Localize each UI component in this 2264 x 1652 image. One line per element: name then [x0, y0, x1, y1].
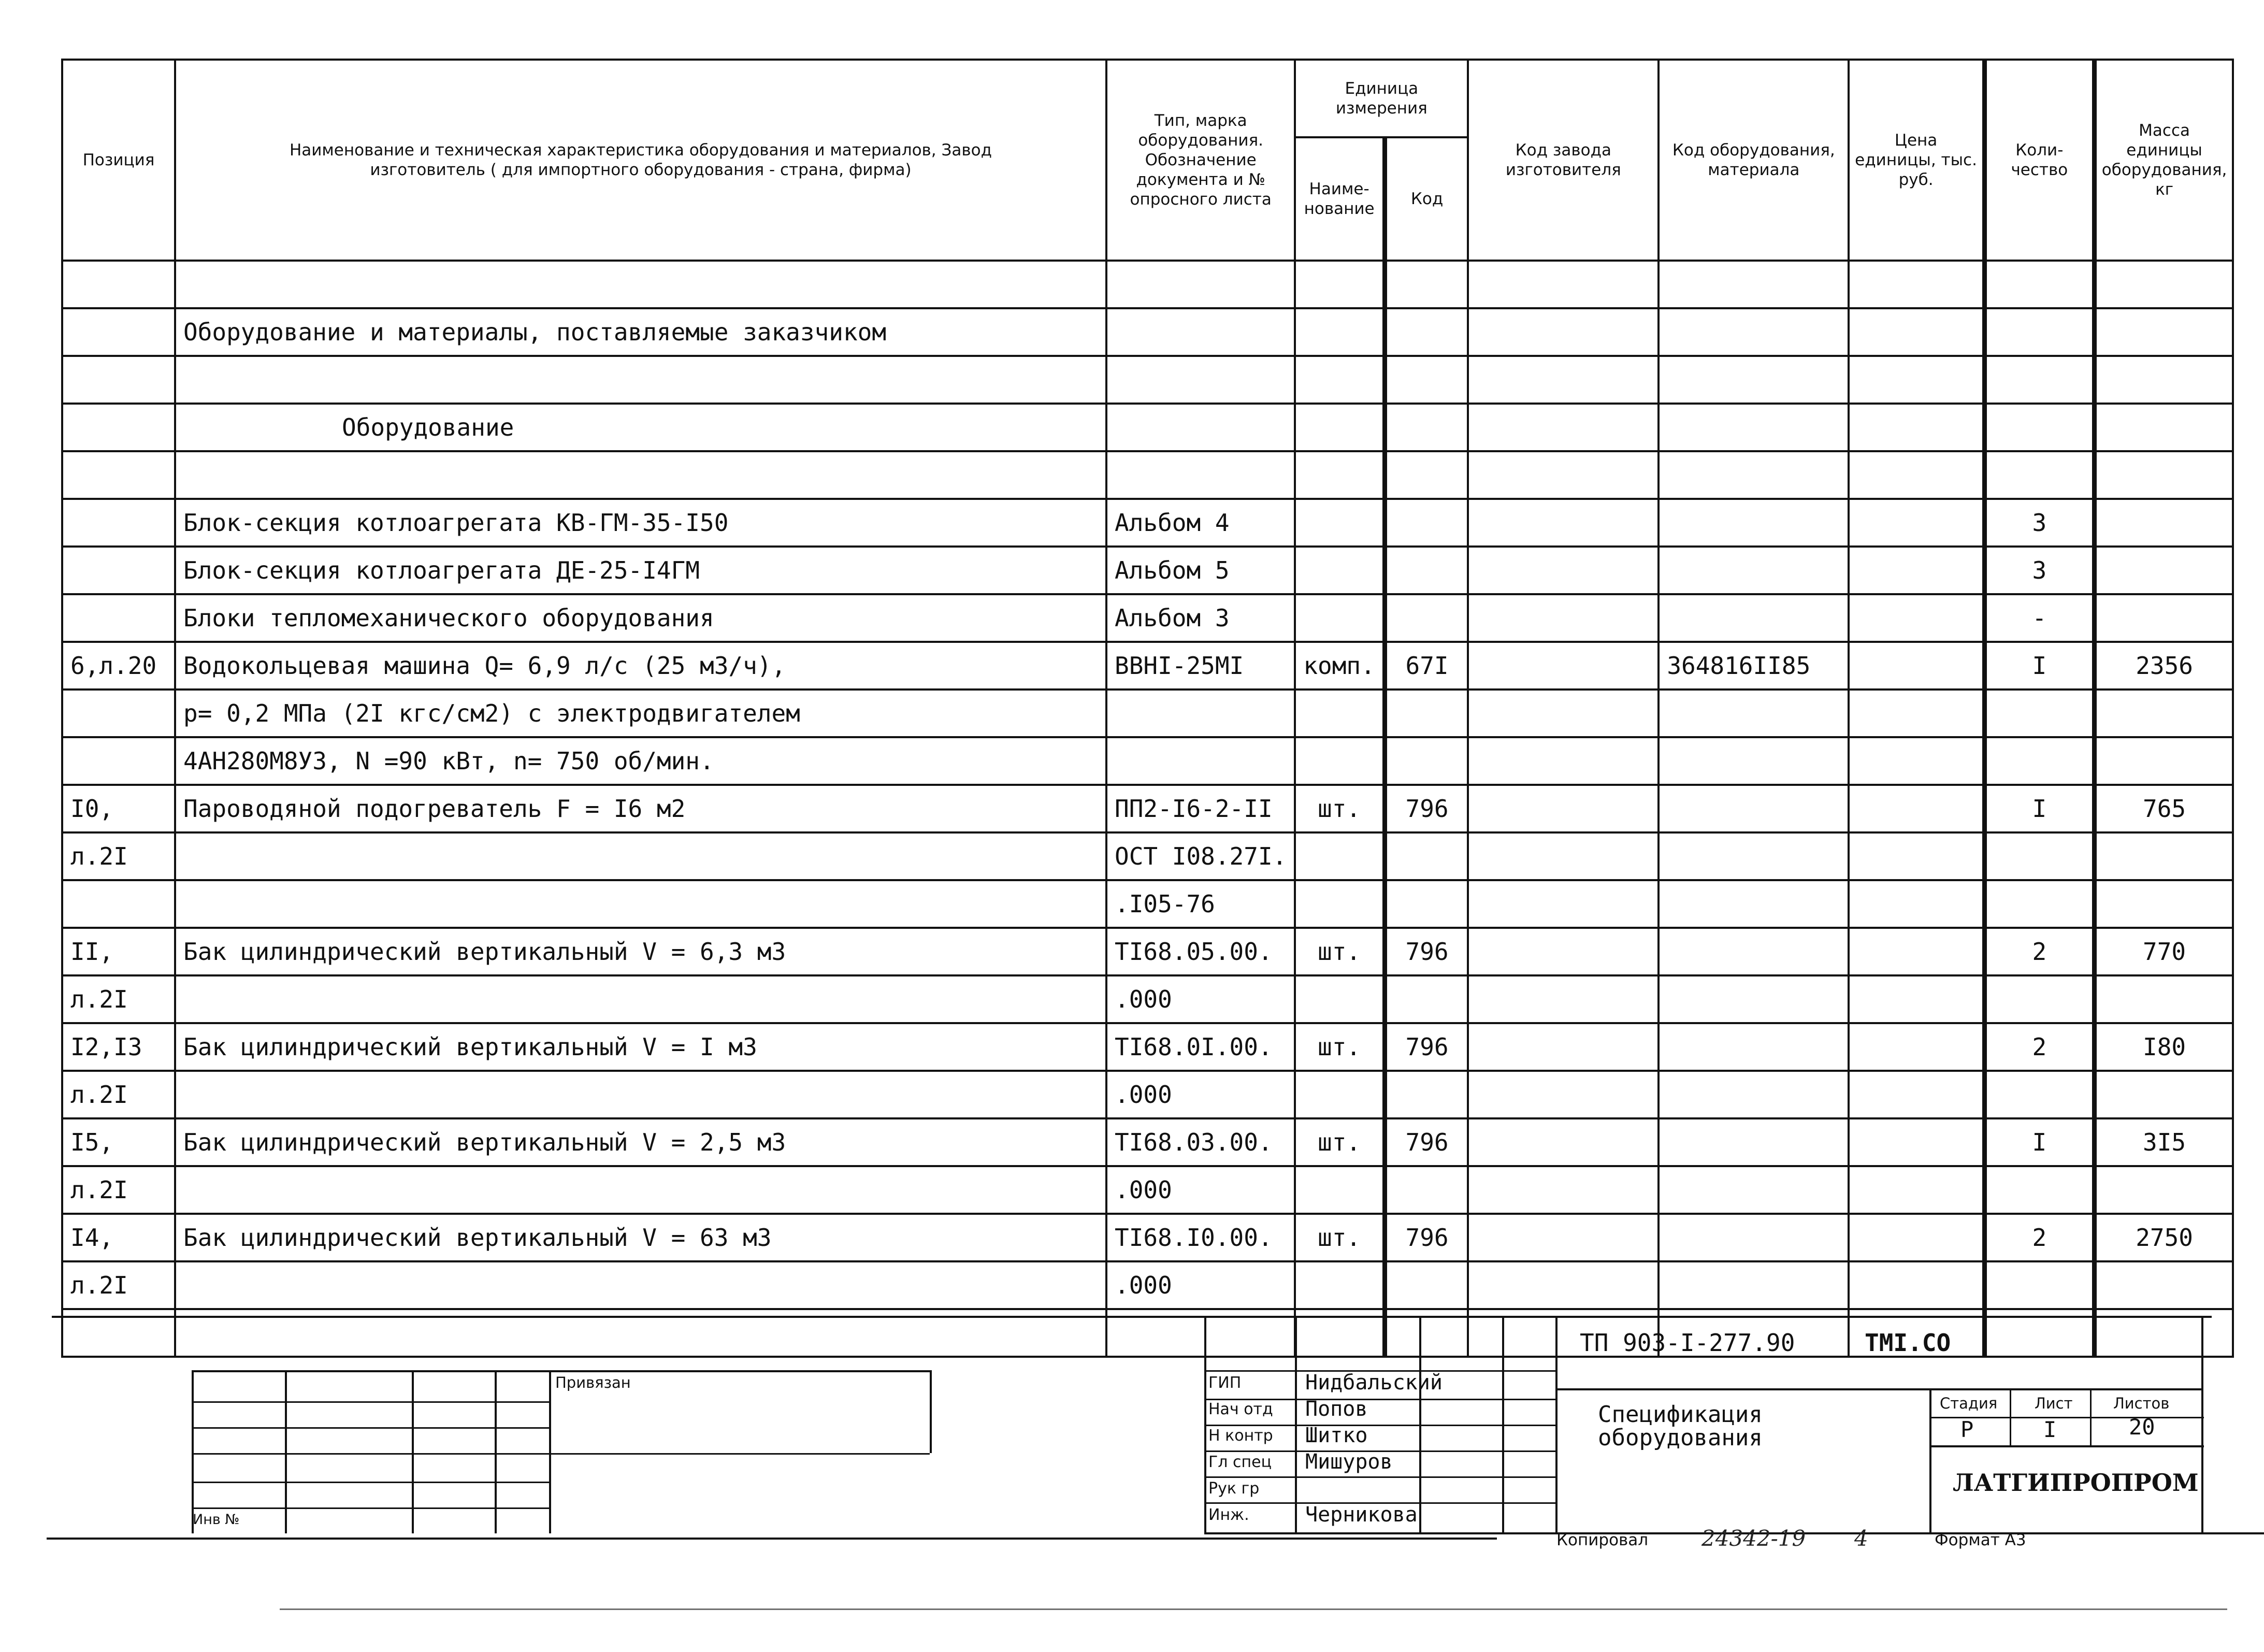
cell-name	[175, 356, 1106, 404]
cell-price	[1849, 785, 1984, 832]
cell-mass	[2094, 1071, 2233, 1118]
cell-mass	[2094, 1261, 2233, 1309]
cell-code	[1385, 1166, 1468, 1214]
cell-pos	[62, 404, 175, 451]
privyazan-label: Привязан	[555, 1374, 631, 1391]
cell-type: .000	[1106, 1071, 1295, 1118]
cell-qty: I	[1984, 642, 2094, 689]
table-row	[62, 404, 2233, 451]
table-row	[62, 547, 2233, 594]
cell-pos	[62, 880, 175, 928]
cell-code: 796	[1385, 785, 1468, 832]
cell-qty	[1984, 1261, 2094, 1309]
cell-name	[175, 1071, 1106, 1118]
cell-plant	[1468, 451, 1659, 499]
table-row	[62, 1214, 2233, 1261]
cell-type: .000	[1106, 975, 1295, 1023]
cell-type: ОСТ I08.27I.	[1106, 832, 1295, 880]
cell-code	[1385, 261, 1468, 308]
cell-price	[1849, 975, 1984, 1023]
cell-price	[1849, 451, 1984, 499]
cell-mass	[2094, 308, 2233, 356]
cell-price	[1849, 404, 1984, 451]
cell-qty	[1984, 880, 2094, 928]
cell-plant	[1468, 880, 1659, 928]
cell-unit	[1295, 356, 1385, 404]
signer-name: Нидбальский	[1305, 1371, 1443, 1395]
cell-unit: шт.	[1295, 1118, 1385, 1166]
table-row	[62, 737, 2233, 785]
cell-pos	[62, 594, 175, 642]
cell-code	[1385, 547, 1468, 594]
cell-price	[1849, 1166, 1984, 1214]
header-unit-name: Наиме-нование	[1295, 137, 1385, 261]
cell-name: р= 0,2 МПа (2I кгс/см2) с электродвигателем	[175, 689, 1106, 737]
cell-unit	[1295, 1166, 1385, 1214]
cell-pos	[62, 689, 175, 737]
cell-plant	[1468, 499, 1659, 547]
cell-pos	[62, 261, 175, 308]
cell-name: Блок-секция котлоагрегата ДЕ-25-I4ГМ	[175, 547, 1106, 594]
cell-unit	[1295, 832, 1385, 880]
cell-code: 796	[1385, 1214, 1468, 1261]
cell-unit	[1295, 451, 1385, 499]
cell-qty: 3	[1984, 499, 2094, 547]
doc-suffix: ТМI.СО	[1865, 1329, 1951, 1357]
sheets-label: Листов	[2113, 1395, 2170, 1412]
cell-mass	[2094, 737, 2233, 785]
cell-mass	[2094, 547, 2233, 594]
cell-equip	[1659, 547, 1849, 594]
cell-price	[1849, 1071, 1984, 1118]
header-mass: Масса единицы оборудования, кг	[2094, 60, 2233, 261]
cell-name	[175, 880, 1106, 928]
title-line-2: оборудования	[1598, 1425, 1763, 1451]
cell-qty	[1984, 832, 2094, 880]
cell-equip	[1659, 1023, 1849, 1071]
cell-price	[1849, 308, 1984, 356]
cell-type: .000	[1106, 1261, 1295, 1309]
cell-equip	[1659, 689, 1849, 737]
cell-mass	[2094, 594, 2233, 642]
role-label: Гл спец	[1208, 1453, 1272, 1471]
cell-qty	[1984, 1071, 2094, 1118]
signer-name: Черникова	[1305, 1503, 1418, 1527]
cell-mass: 765	[2094, 785, 2233, 832]
cell-equip	[1659, 451, 1849, 499]
cell-type	[1106, 689, 1295, 737]
cell-type: Альбом 5	[1106, 547, 1295, 594]
cell-code: 796	[1385, 1118, 1468, 1166]
cell-type	[1106, 737, 1295, 785]
cell-plant	[1468, 404, 1659, 451]
cell-plant	[1468, 1071, 1659, 1118]
copied-value: 24342-19	[1701, 1526, 1806, 1551]
cell-name: Бак цилиндрический вертикальный V = 63 м3	[175, 1214, 1106, 1261]
cell-price	[1849, 642, 1984, 689]
cell-code	[1385, 308, 1468, 356]
cell-equip	[1659, 308, 1849, 356]
cell-qty	[1984, 356, 2094, 404]
cell-plant	[1468, 1214, 1659, 1261]
table-row	[62, 1023, 2233, 1071]
cell-code: 67I	[1385, 642, 1468, 689]
cell-price	[1849, 1023, 1984, 1071]
bottom-rule	[280, 1608, 2227, 1610]
table-row	[62, 1071, 2233, 1118]
cell-unit	[1295, 737, 1385, 785]
header-plant-code: Код завода изготовителя	[1468, 60, 1659, 261]
cell-equip	[1659, 261, 1849, 308]
cell-unit	[1295, 689, 1385, 737]
cell-mass	[2094, 1166, 2233, 1214]
cell-name: Бак цилиндрический вертикальный V = I м3	[175, 1023, 1106, 1071]
cell-qty: -	[1984, 594, 2094, 642]
cell-qty	[1984, 261, 2094, 308]
cell-type: ТI68.I0.00.	[1106, 1214, 1295, 1261]
cell-type: .000	[1106, 1166, 1295, 1214]
stage-label: Стадия	[1940, 1395, 1998, 1412]
cell-qty	[1984, 451, 2094, 499]
cell-equip	[1659, 1118, 1849, 1166]
header-qty: Коли-чество	[1984, 60, 2094, 261]
doc-code: ТП 903-I-277.90	[1580, 1329, 1795, 1357]
cell-type: Альбом 4	[1106, 499, 1295, 547]
cell-pos: I2,I3	[62, 1023, 175, 1071]
cell-qty	[1984, 404, 2094, 451]
table-row	[62, 308, 2233, 356]
table-row	[62, 451, 2233, 499]
cell-plant	[1468, 785, 1659, 832]
cell-unit	[1295, 1261, 1385, 1309]
copied-number: 4	[1854, 1526, 1868, 1551]
cell-qty	[1984, 975, 2094, 1023]
signer-name: Мишуров	[1305, 1450, 1393, 1474]
cell-unit	[1295, 261, 1385, 308]
cell-qty	[1984, 308, 2094, 356]
cell-price	[1849, 356, 1984, 404]
cell-qty: I	[1984, 785, 2094, 832]
cell-mass	[2094, 689, 2233, 737]
cell-pos: л.2I	[62, 832, 175, 880]
cell-equip	[1659, 785, 1849, 832]
sheet-label: Лист	[2035, 1395, 2073, 1412]
cell-name: Пароводяной подогреватель F = I6 м2	[175, 785, 1106, 832]
cell-name	[175, 975, 1106, 1023]
cell-unit	[1295, 499, 1385, 547]
cell-unit	[1295, 1071, 1385, 1118]
cell-name: Оборудование	[175, 404, 1106, 451]
cell-code	[1385, 594, 1468, 642]
cell-equip	[1659, 1071, 1849, 1118]
cell-qty	[1984, 1166, 2094, 1214]
cell-mass	[2094, 451, 2233, 499]
cell-pos	[62, 308, 175, 356]
cell-pos: л.2I	[62, 1071, 175, 1118]
cell-type: ТI68.0I.00.	[1106, 1023, 1295, 1071]
cell-price	[1849, 1261, 1984, 1309]
inv-label: Инв №	[193, 1512, 240, 1528]
cell-code: 796	[1385, 1023, 1468, 1071]
cell-mass	[2094, 832, 2233, 880]
cell-type: .I05-76	[1106, 880, 1295, 928]
cell-equip	[1659, 1166, 1849, 1214]
header-unit-code: Код	[1385, 137, 1468, 261]
cell-name	[175, 261, 1106, 308]
cell-type	[1106, 261, 1295, 308]
cell-equip	[1659, 404, 1849, 451]
cell-price	[1849, 1118, 1984, 1166]
cell-unit	[1295, 308, 1385, 356]
sheets-value: 20	[2129, 1414, 2155, 1440]
cell-name	[175, 451, 1106, 499]
cell-equip	[1659, 975, 1849, 1023]
cell-equip	[1659, 737, 1849, 785]
cell-price	[1849, 832, 1984, 880]
cell-unit	[1295, 547, 1385, 594]
cell-pos	[62, 737, 175, 785]
cell-equip	[1659, 594, 1849, 642]
cell-plant	[1468, 308, 1659, 356]
cell-code	[1385, 689, 1468, 737]
cell-equip	[1659, 1261, 1849, 1309]
cell-code	[1385, 975, 1468, 1023]
cell-plant	[1468, 1023, 1659, 1071]
cell-mass: 2356	[2094, 642, 2233, 689]
cell-type: ТI68.03.00.	[1106, 1118, 1295, 1166]
table-row	[62, 499, 2233, 547]
cell-plant	[1468, 832, 1659, 880]
cell-plant	[1468, 356, 1659, 404]
cell-mass	[2094, 356, 2233, 404]
cell-code	[1385, 1071, 1468, 1118]
copied-label: Копировал	[1556, 1531, 1649, 1549]
table-row	[62, 975, 2233, 1023]
cell-name	[175, 832, 1106, 880]
table-row	[62, 356, 2233, 404]
cell-price	[1849, 261, 1984, 308]
header-equip-code: Код оборудования, материала	[1659, 60, 1849, 261]
table-row	[62, 785, 2233, 832]
cell-pos: II,	[62, 928, 175, 975]
cell-mass: 2750	[2094, 1214, 2233, 1261]
cell-qty: 3	[1984, 547, 2094, 594]
cell-code	[1385, 832, 1468, 880]
cell-code: 796	[1385, 928, 1468, 975]
cell-plant	[1468, 1166, 1659, 1214]
role-label: Рук гр	[1208, 1479, 1260, 1498]
cell-name: Блоки тепломеханического оборудования	[175, 594, 1106, 642]
cell-code	[1385, 737, 1468, 785]
cell-name: Бак цилиндрический вертикальный V = 6,3 м3	[175, 928, 1106, 975]
cell-plant	[1468, 594, 1659, 642]
cell-code	[1385, 356, 1468, 404]
cell-code	[1385, 880, 1468, 928]
cell-price	[1849, 547, 1984, 594]
cell-equip: 364816II85	[1659, 642, 1849, 689]
cell-pos: I0,	[62, 785, 175, 832]
cell-price	[1849, 880, 1984, 928]
cell-unit: шт.	[1295, 1023, 1385, 1071]
header-type: Тип, марка оборудования. Обозначение документа и № опросного листа	[1106, 60, 1295, 261]
signer-name: Шитко	[1305, 1424, 1368, 1447]
cell-mass	[2094, 880, 2233, 928]
header-name: Наименование и техническая характеристика оборудования и материалов, Завод изготовитель ( для импортного оборудования - страна, фирма)	[175, 60, 1106, 261]
cell-type	[1106, 356, 1295, 404]
cell-pos	[62, 356, 175, 404]
cell-name: Бак цилиндрический вертикальный V = 2,5 м3	[175, 1118, 1106, 1166]
cell-unit: шт.	[1295, 928, 1385, 975]
stage-value: Р	[1960, 1417, 1974, 1442]
cell-price	[1849, 499, 1984, 547]
cell-pos: л.2I	[62, 975, 175, 1023]
cell-pos: I4,	[62, 1214, 175, 1261]
cell-equip	[1659, 356, 1849, 404]
cell-name: Водокольцевая машина Q= 6,9 л/с (25 м3/ч),	[175, 642, 1106, 689]
cell-type: ПП2-I6-2-II	[1106, 785, 1295, 832]
organization-name: ЛАТГИПРОПРОМ	[1953, 1469, 2199, 1497]
role-label: Инж.	[1208, 1506, 1249, 1524]
table-row	[62, 642, 2233, 689]
cell-pos: л.2I	[62, 1261, 175, 1309]
table-row	[62, 832, 2233, 880]
cell-plant	[1468, 689, 1659, 737]
cell-pos	[62, 499, 175, 547]
cell-code	[1385, 404, 1468, 451]
cell-plant	[1468, 1118, 1659, 1166]
cell-mass: 770	[2094, 928, 2233, 975]
cell-mass: I80	[2094, 1023, 2233, 1071]
cell-plant	[1468, 975, 1659, 1023]
role-label: Нач отд	[1208, 1400, 1273, 1418]
cell-name: Блок-секция котлоагрегата КВ-ГМ-35-I50	[175, 499, 1106, 547]
cell-unit	[1295, 975, 1385, 1023]
cell-unit: шт.	[1295, 785, 1385, 832]
table-row	[62, 689, 2233, 737]
cell-price	[1849, 737, 1984, 785]
cell-plant	[1468, 261, 1659, 308]
role-label: ГИП	[1208, 1374, 1242, 1392]
cell-qty	[1984, 689, 2094, 737]
cell-qty: I	[1984, 1118, 2094, 1166]
cell-mass	[2094, 404, 2233, 451]
signer-name: Попов	[1305, 1397, 1368, 1421]
format-label: Формат А3	[1935, 1531, 2026, 1549]
cell-price	[1849, 1214, 1984, 1261]
cell-pos	[62, 451, 175, 499]
cell-unit	[1295, 594, 1385, 642]
cell-plant	[1468, 737, 1659, 785]
cell-price	[1849, 689, 1984, 737]
cell-unit: шт.	[1295, 1214, 1385, 1261]
cell-mass	[2094, 499, 2233, 547]
cell-type: ТI68.05.00.	[1106, 928, 1295, 975]
cell-plant	[1468, 928, 1659, 975]
cell-pos: л.2I	[62, 1166, 175, 1214]
cell-qty: 2	[1984, 928, 2094, 975]
cell-price	[1849, 928, 1984, 975]
cell-type: Альбом 3	[1106, 594, 1295, 642]
table-row	[62, 1261, 2233, 1309]
cell-name: 4АН280М8УЗ, N =90 кВт, n= 750 об/мин.	[175, 737, 1106, 785]
cell-equip	[1659, 1214, 1849, 1261]
cell-code	[1385, 1261, 1468, 1309]
cell-type	[1106, 308, 1295, 356]
table-row	[62, 1166, 2233, 1214]
table-row	[62, 928, 2233, 975]
cell-code	[1385, 499, 1468, 547]
cell-unit	[1295, 404, 1385, 451]
cell-pos	[62, 547, 175, 594]
cell-mass	[2094, 261, 2233, 308]
cell-pos: 6,л.20	[62, 642, 175, 689]
cell-equip	[1659, 499, 1849, 547]
header-unit-group: Единица измерения	[1295, 60, 1468, 137]
cell-pos: I5,	[62, 1118, 175, 1166]
cell-equip	[1659, 832, 1849, 880]
header-price: Цена единицы, тыс. руб.	[1849, 60, 1984, 261]
cell-plant	[1468, 642, 1659, 689]
cell-plant	[1468, 1261, 1659, 1309]
cell-equip	[1659, 928, 1849, 975]
table-row	[62, 261, 2233, 308]
cell-name	[175, 1261, 1106, 1309]
role-label: Н контр	[1208, 1427, 1273, 1445]
title-line-1: Спецификация	[1598, 1401, 1763, 1428]
cell-qty	[1984, 737, 2094, 785]
header-position: Позиция	[62, 60, 175, 261]
table-row	[62, 880, 2233, 928]
cell-name	[175, 1166, 1106, 1214]
specification-table	[61, 59, 2234, 1358]
cell-code	[1385, 451, 1468, 499]
cell-qty: 2	[1984, 1214, 2094, 1261]
cell-plant	[1468, 547, 1659, 594]
cell-unit	[1295, 880, 1385, 928]
cell-name: Оборудование и материалы, поставляемые заказчиком	[175, 308, 1106, 356]
table-row	[62, 594, 2233, 642]
cell-qty: 2	[1984, 1023, 2094, 1071]
cell-mass	[2094, 975, 2233, 1023]
cell-mass: 3I5	[2094, 1118, 2233, 1166]
cell-type: ВВНI-25МI	[1106, 642, 1295, 689]
cell-price	[1849, 594, 1984, 642]
cell-equip	[1659, 880, 1849, 928]
stamp-top-line	[52, 1316, 2212, 1318]
cell-unit: комп.	[1295, 642, 1385, 689]
table-row	[62, 1118, 2233, 1166]
cell-type	[1106, 404, 1295, 451]
cell-type	[1106, 451, 1295, 499]
sheet-value: I	[2043, 1417, 2057, 1442]
